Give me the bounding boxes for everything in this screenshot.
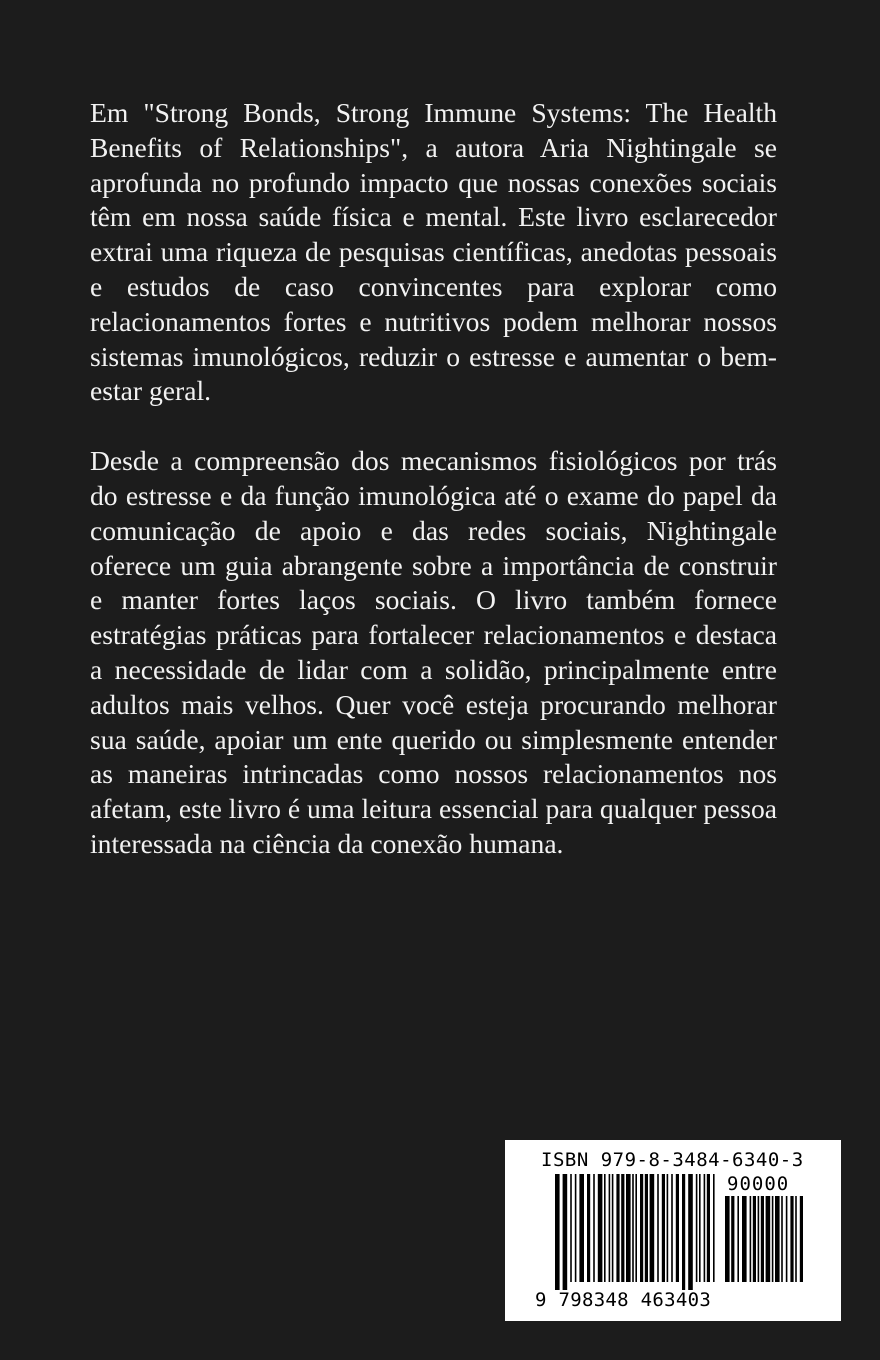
barcode-bar	[555, 1174, 560, 1290]
barcode-bar	[667, 1174, 669, 1282]
barcode-bar	[612, 1174, 614, 1282]
barcode-bar	[575, 1174, 577, 1282]
barcode-bar	[758, 1196, 760, 1282]
barcode-bar	[742, 1196, 747, 1282]
barcode-bar	[604, 1174, 606, 1282]
barcode-bar	[682, 1174, 685, 1290]
barcode-bar	[593, 1174, 595, 1282]
isbn-label: ISBN 979-8-3484-6340-3	[541, 1149, 804, 1171]
barcode-bar	[688, 1174, 693, 1290]
barcode-bar	[570, 1174, 572, 1282]
barcode-bar	[696, 1174, 698, 1282]
barcode-bar	[609, 1174, 611, 1282]
isbn-barcode	[505, 1140, 841, 1321]
barcode-bar	[761, 1196, 764, 1282]
barcode-bar	[635, 1174, 637, 1282]
barcode-bar	[713, 1174, 715, 1282]
barcode-bar	[786, 1196, 788, 1282]
barcode-bar	[632, 1174, 634, 1282]
barcode-bar	[781, 1196, 783, 1282]
barcode-bar	[616, 1174, 619, 1282]
barcode-bar	[731, 1196, 734, 1282]
barcode-bar	[766, 1196, 771, 1282]
barcode-bar	[750, 1196, 752, 1282]
barcode-bar	[671, 1174, 673, 1282]
barcode-bar	[657, 1174, 659, 1282]
barcode-bar	[587, 1174, 590, 1282]
barcode-bar	[725, 1196, 730, 1282]
barcode-bar	[626, 1174, 631, 1282]
barcode-bar	[650, 1174, 655, 1282]
barcode-bar	[699, 1174, 701, 1282]
barcode-bar	[563, 1174, 568, 1290]
blurb-text	[90, 96, 777, 897]
blurb-paragraph-2: Desde a compreensão dos mecanismos fisiológicos por trás do estresse e da função imunológica até o exame do papel da comunicação de apoio e das redes sociais, Nightingale oferece um guia abrangente sobre a importância de construir e manter fortes laços sociais. O livro também fornece estratégias práticas para fortalecer relacionamentos e destaca a necessidade de lidar com a solidão, principalmente entre adultos mais velhos. Quer você esteja procurando melhorar sua saúde, apoiar um ente querido ou simplesmente entender as maneiras intrincadas como nossos relacionamentos nos afetam, este livro é uma leitura essencial para qualquer pessoa interessada na ciência da conexão humana.	[90, 445, 777, 859]
barcode-bar	[621, 1174, 624, 1282]
barcode-bar	[598, 1174, 603, 1282]
barcode-bar	[737, 1196, 739, 1282]
barcode-bar	[790, 1196, 793, 1282]
blurb-paragraph-1: Em "Strong Bonds, Strong Immune Systems: The Health Benefits of Relationships", a autora Aria Nightingale se aprofunda no profundo impacto que nossas conexões sociais têm em nossa saúde física e mental. Este livro esclarecedor extrai uma riqueza de pesquisas científicas, anedotas pessoais e estudos de caso convincentes para explorar como relacionamentos fortes e nutritivos podem melhorar nossos sistemas imunológicos, reduzir o estresse e aumentar o bem-estar geral.	[90, 97, 777, 407]
barcode-bar	[772, 1196, 774, 1282]
barcode-bar	[645, 1174, 648, 1282]
barcode-bar	[753, 1196, 756, 1282]
barcode-bar	[676, 1174, 679, 1282]
barcode-digits: 9 798348 463403	[535, 1289, 712, 1311]
barcode-bar	[662, 1174, 665, 1282]
barcode-bar	[704, 1174, 706, 1282]
barcode-bar	[795, 1196, 797, 1282]
barcode-bar	[579, 1174, 584, 1282]
barcode-bar	[800, 1196, 803, 1282]
price-code: 90000	[727, 1173, 790, 1195]
barcode-bar	[775, 1196, 780, 1282]
barcode-bar	[640, 1174, 643, 1282]
barcode-bar	[707, 1174, 710, 1282]
